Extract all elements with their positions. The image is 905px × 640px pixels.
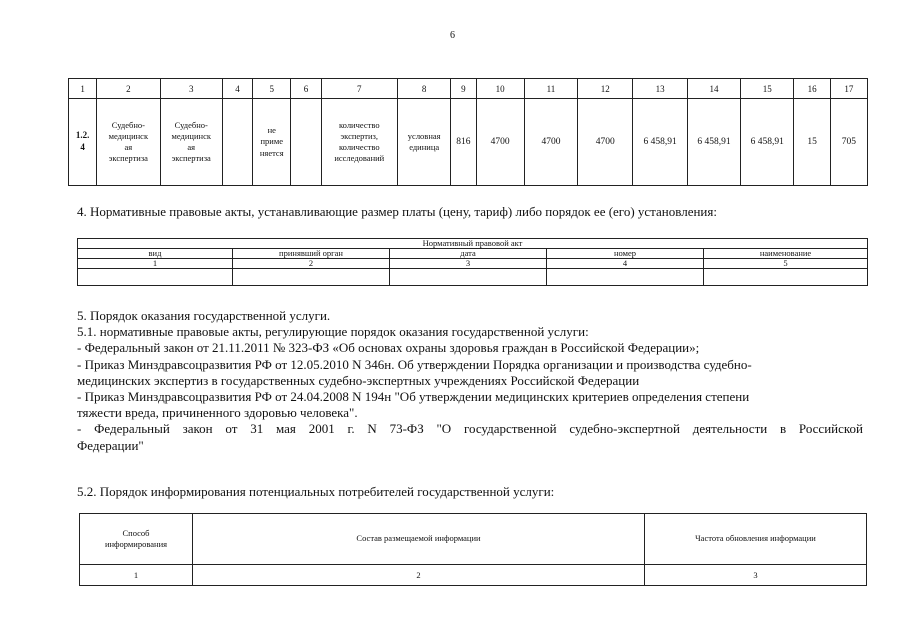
legal-act-item-continued: Федерации" <box>77 437 144 453</box>
header-cell: Частота обновления информации <box>645 514 867 565</box>
legal-act-item-continued: тяжести вреда, причиненного здоровью человека". <box>77 405 358 421</box>
header-cell: наименование <box>704 249 868 259</box>
legal-act-item: - Федеральный закон от 31 мая 2001 г. N 73-ФЗ "О государственной судебно-экспертной деятельности в Российской <box>77 421 863 437</box>
table-header-row <box>78 249 868 259</box>
number-cell: 1 <box>80 565 193 586</box>
number-cell: 3 <box>390 259 547 269</box>
code-cell: 816 <box>451 99 476 186</box>
table-number-row <box>78 259 868 269</box>
number-cell: 2 <box>193 565 645 586</box>
section-5-1-heading: 5.1. нормативные правовые акты, регулирующие порядок оказания государственной услуги: <box>77 324 589 340</box>
header-cell: 16 <box>794 79 830 99</box>
table-title: Нормативный правовой акт <box>78 239 868 249</box>
header-cell: 4 <box>222 79 252 99</box>
table-row <box>69 99 868 186</box>
header-cell: 2 <box>97 79 160 99</box>
empty-cell <box>547 269 704 286</box>
empty-cell <box>390 269 547 286</box>
header-cell: 1 <box>69 79 97 99</box>
value-cell: 4700 <box>524 99 577 186</box>
header-cell: 13 <box>633 79 687 99</box>
legal-acts-table <box>77 238 868 286</box>
number-cell: 2 <box>233 259 390 269</box>
header-cell: 3 <box>160 79 222 99</box>
header-cell: 7 <box>321 79 397 99</box>
number-cell: 5 <box>704 259 868 269</box>
section-5-2-heading: 5.2. Порядок информирования потенциальных потребителей государственной услуги: <box>77 484 555 499</box>
page-number: 6 <box>450 30 455 41</box>
header-cell: вид <box>78 249 233 259</box>
empty-cell <box>233 269 390 286</box>
header-cell: 12 <box>578 79 633 99</box>
header-cell: 11 <box>524 79 577 99</box>
empty-cell <box>222 99 252 186</box>
number-cell: 1 <box>78 259 233 269</box>
header-cell: 17 <box>830 79 867 99</box>
legal-act-item-continued: медицинских экспертиз в государственных судебно-экспертных учреждениях Российской Федерации <box>77 372 640 388</box>
service-name-cell: Судебно- медицинск ая экспертиза <box>97 99 160 186</box>
service-indicators-table <box>68 78 868 186</box>
unit-cell: условная единица <box>398 99 451 186</box>
table-row <box>78 269 868 286</box>
header-cell: 15 <box>741 79 794 99</box>
header-cell: 5 <box>253 79 291 99</box>
header-cell: дата <box>390 249 547 259</box>
value-cell: 4700 <box>476 99 524 186</box>
price-cell: 6 458,91 <box>741 99 794 186</box>
table-number-row <box>80 565 867 586</box>
deviation-cell: 705 <box>830 99 867 186</box>
header-cell: 14 <box>687 79 740 99</box>
not-applicable-cell: не приме няется <box>253 99 291 186</box>
table-title-row <box>78 239 868 249</box>
service-type-cell: Судебно- медицинск ая экспертиза <box>160 99 222 186</box>
header-cell: 6 <box>291 79 321 99</box>
legal-act-item: - Приказ Минздравсоцразвития РФ от 24.04.2008 N 194н "Об утверждении медицинских критериев определения степени <box>77 389 750 405</box>
deviation-cell: 15 <box>794 99 830 186</box>
information-methods-table <box>79 513 867 586</box>
value-cell: 4700 <box>578 99 633 186</box>
empty-cell <box>704 269 868 286</box>
header-cell: 8 <box>398 79 451 99</box>
section-4-heading: 4. Нормативные правовые акты, устанавливающие размер платы (цену, тариф) либо порядок ее (его) установления: <box>77 204 717 219</box>
header-cell: Способ информирования <box>80 514 193 565</box>
legal-act-item: - Федеральный закон от 21.11.2011 № 323-ФЗ «Об основах охраны здоровья граждан в Российской Федерации»; <box>77 340 700 356</box>
header-cell: 10 <box>476 79 524 99</box>
legal-act-item: - Приказ Минздравсоцразвития РФ от 12.05.2010 N 346н. Об утверждении Порядка организации и производства судебно- <box>77 356 752 372</box>
number-cell: 3 <box>645 565 867 586</box>
header-cell: принявший орган <box>233 249 390 259</box>
section-5-heading: 5. Порядок оказания государственной услуги. <box>77 308 331 323</box>
row-id-cell: 1.2. 4 <box>69 99 97 186</box>
number-cell: 4 <box>547 259 704 269</box>
header-cell: номер <box>547 249 704 259</box>
price-cell: 6 458,91 <box>687 99 740 186</box>
header-cell: Состав размещаемой информации <box>193 514 645 565</box>
empty-cell <box>78 269 233 286</box>
section-5 <box>77 308 863 454</box>
price-cell: 6 458,91 <box>633 99 687 186</box>
table-header-row <box>80 514 867 565</box>
empty-cell <box>291 99 321 186</box>
header-cell: 9 <box>451 79 476 99</box>
table-header-row <box>69 79 868 99</box>
indicator-name-cell: количество экспертиз, количество исследований <box>321 99 397 186</box>
